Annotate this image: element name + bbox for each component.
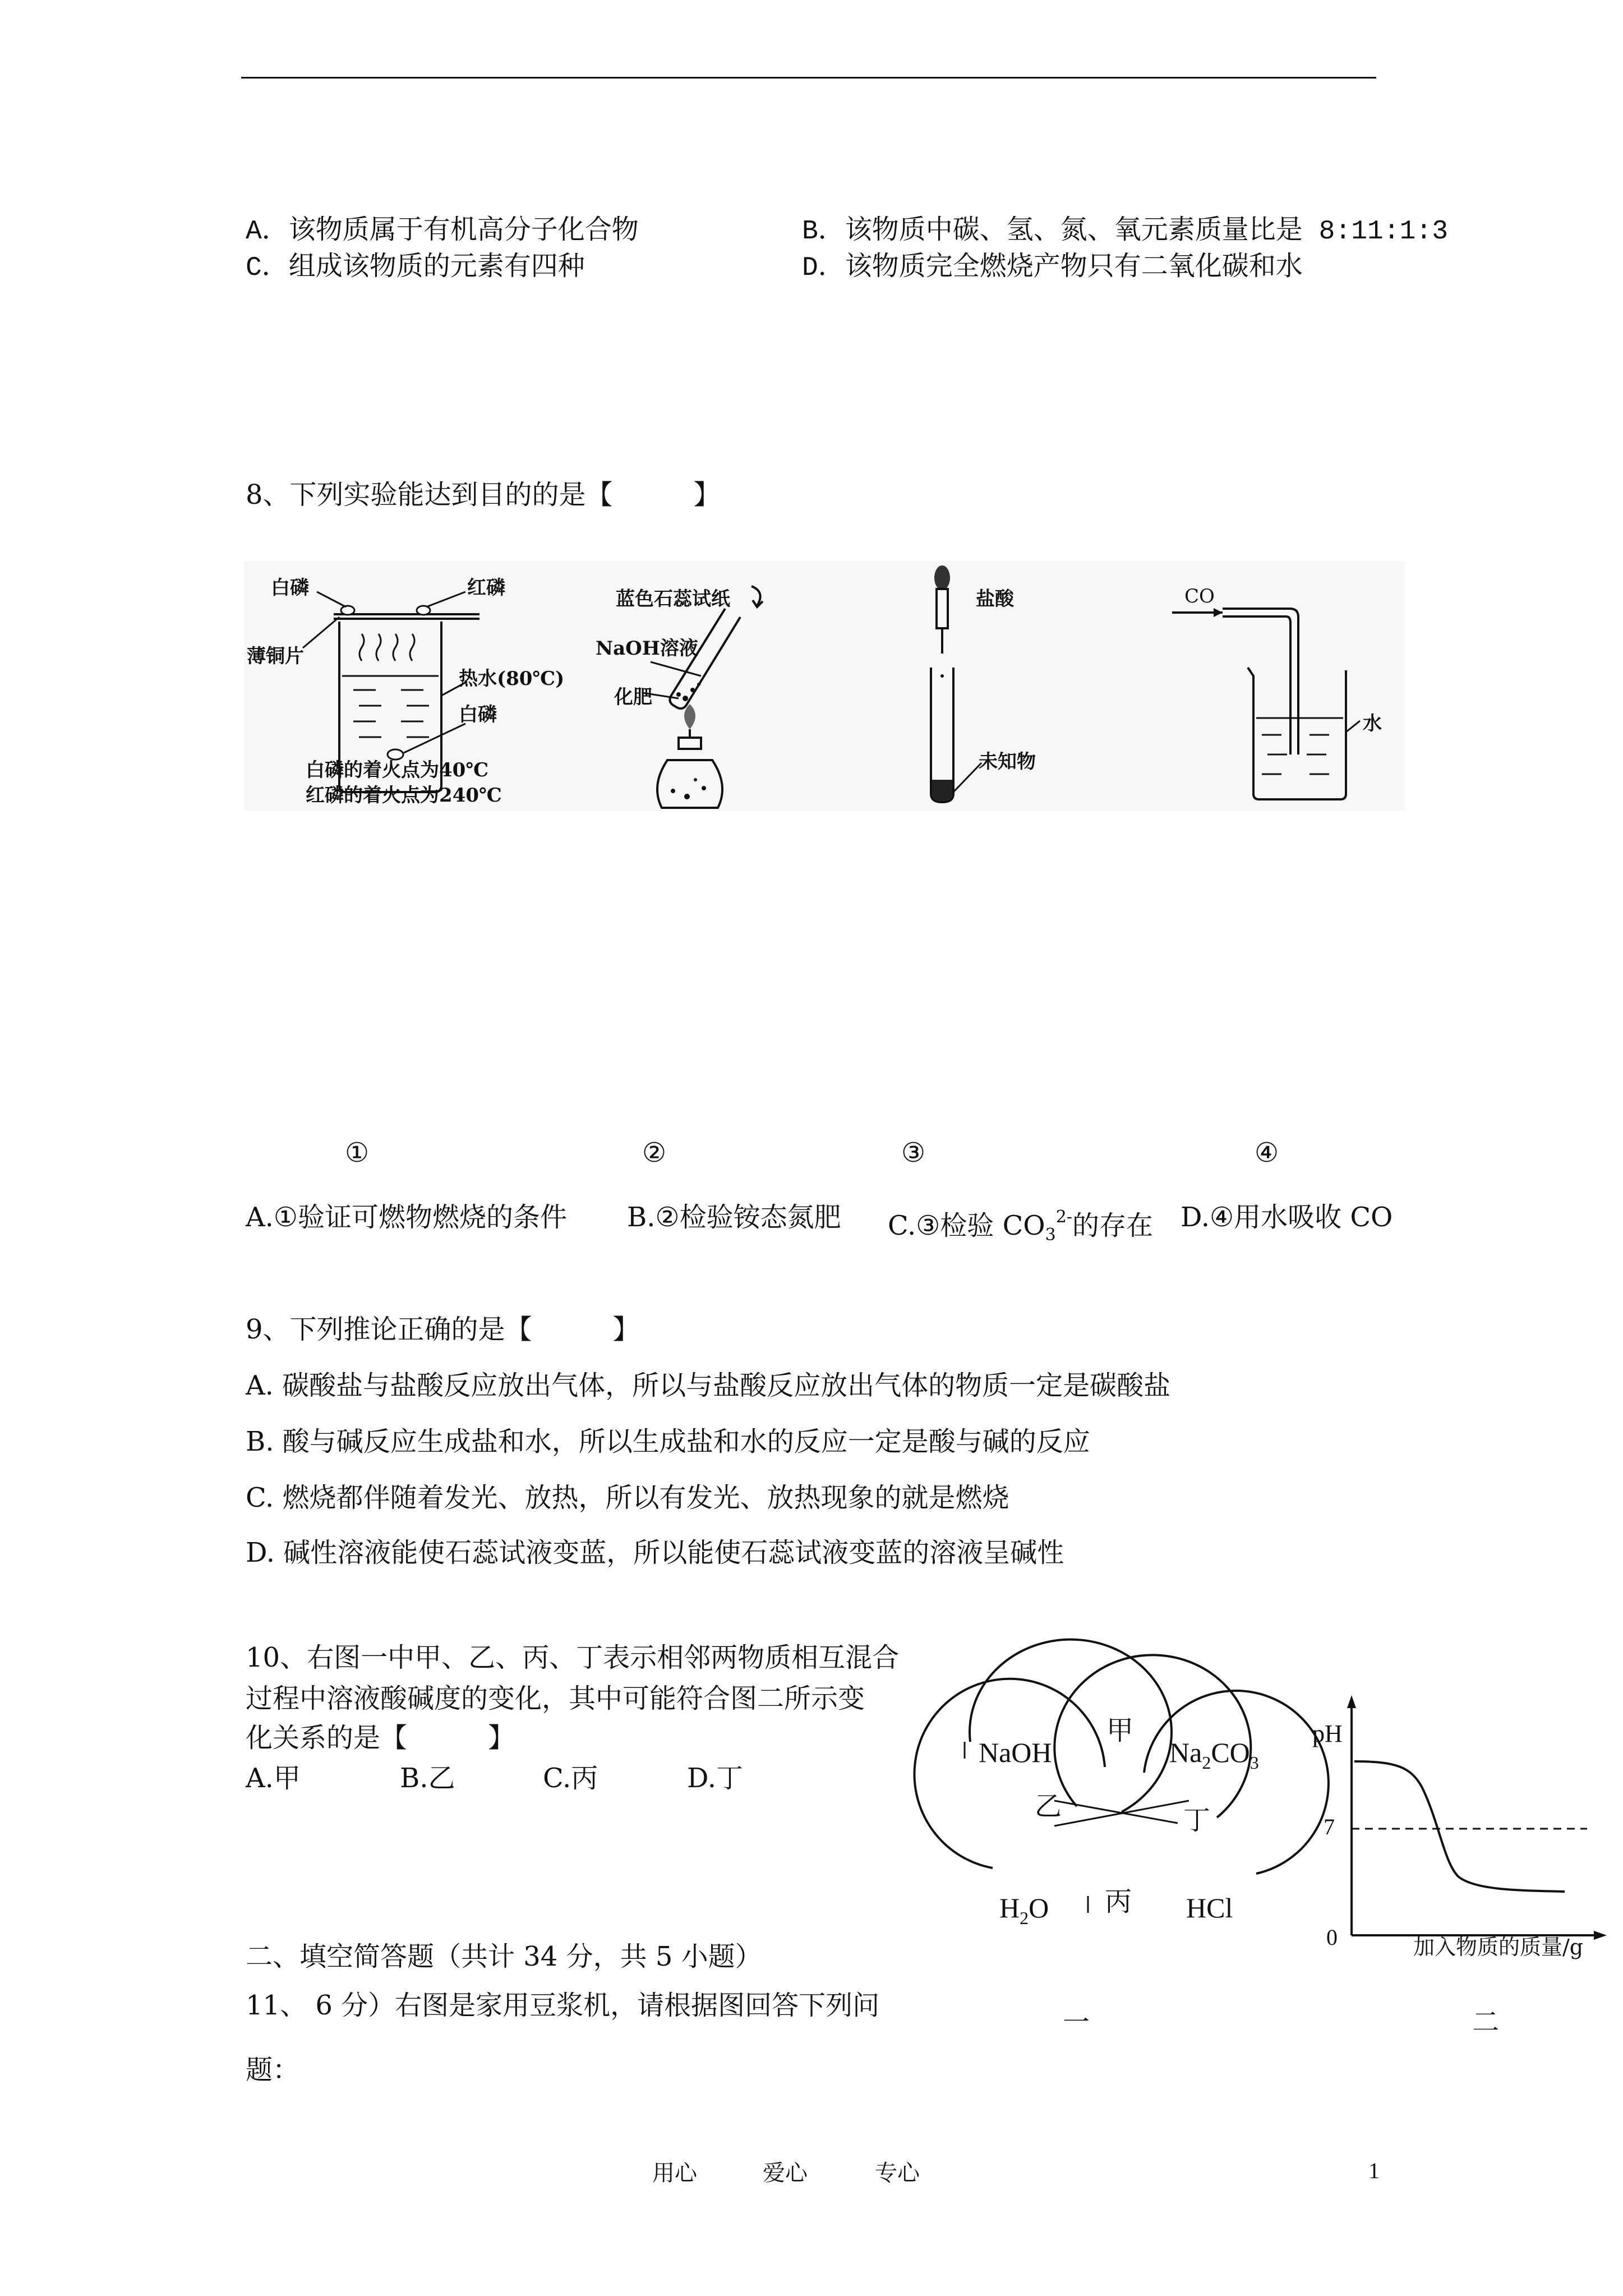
q8-option-a: A.①验证可燃物燃烧的条件 xyxy=(246,1202,567,1233)
q10-line-2: 过程中溶液酸碱度的变化，其中可能符合图二所示变 xyxy=(246,1683,865,1714)
page-number: 1 xyxy=(1368,2158,1380,2183)
venn-jia: 甲 xyxy=(1106,1715,1134,1746)
fig4-label-co: CO xyxy=(1184,585,1215,608)
q10-line-1: 10、右图一中甲、乙、丙、丁表示相邻两物质相互混合 xyxy=(246,1642,900,1673)
q10-line-3: 化关系的是【 】 xyxy=(246,1722,515,1754)
venn-na2co3: $Na_2CO_3$ xyxy=(1169,1737,1259,1773)
header-rule xyxy=(241,77,1376,79)
graph-seven: 7 xyxy=(1324,1814,1335,1839)
q8-stem: 8、下列实验能达到目的的是【 】 xyxy=(246,479,721,510)
footer-word-3: 专心 xyxy=(875,2160,920,2186)
q10-option-d: D.丁 xyxy=(687,1763,744,1794)
q7-option-c: C．组成该物质的元素有四种 xyxy=(246,253,585,283)
q8-option-c: C.③检验 $CO_3^{2-}$的存在 xyxy=(888,1207,1153,1245)
fig2-label-fertilizer: 化肥 xyxy=(614,686,652,708)
fig3-label-unknown: 未知物 xyxy=(979,751,1036,773)
fig1-label-red-p: 红磷 xyxy=(467,577,505,599)
q9-option-d: D. 碱性溶液能使石蕊试液变蓝，所以能使石蕊试液变蓝的溶液呈碱性 xyxy=(246,1537,1064,1568)
q8-option-d: D.④用水吸收 CO xyxy=(1181,1202,1393,1233)
q10-option-c: C.丙 xyxy=(543,1763,598,1794)
q8-label-2: ② xyxy=(642,1137,667,1168)
graph-caption: 二 xyxy=(1472,2007,1500,2038)
fig2-label-litmus: 蓝色石蕊试纸 xyxy=(616,588,730,610)
q7-option-b: B．该物质中碳、氢、氮、氧元素质量比是 8:11:1:3 xyxy=(802,217,1449,247)
venn-hcl: HCl xyxy=(1186,1892,1233,1924)
footer-word-2: 爱心 xyxy=(763,2160,808,2186)
q11-line-2: 题： xyxy=(246,2054,300,2086)
q8-option-b: B.②检验铵态氮肥 xyxy=(627,1202,841,1233)
fig1-label-copper: 薄铜片 xyxy=(247,645,304,668)
graph-ylabel: pH xyxy=(1312,1720,1343,1747)
section-2-heading: 二、填空简答题（共计 34 分，共 5 小题） xyxy=(246,1941,762,1972)
graph-zero: 0 xyxy=(1326,1925,1338,1950)
q8-label-3: ③ xyxy=(901,1137,926,1168)
venn-ding: 丁 xyxy=(1183,1805,1211,1836)
fig4-label-water: 水 xyxy=(1363,712,1382,735)
fig1-label-white-p: 白磷 xyxy=(271,577,309,599)
venn-bing: 丙 xyxy=(1105,1886,1132,1917)
fig2-label-naoh: NaOH溶液 xyxy=(596,637,698,660)
q9-option-b: B. 酸与碱反应生成盐和水，所以生成盐和水的反应一定是酸与碱的反应 xyxy=(246,1426,1090,1457)
fig3-label-hcl: 盐酸 xyxy=(976,588,1014,610)
q8-label-1: ① xyxy=(345,1137,370,1168)
q7-option-d: D．该物质完全燃烧产物只有二氧化碳和水 xyxy=(802,253,1303,283)
q10-figure-2-ph-graph xyxy=(1307,1688,1610,1952)
venn-yi: 乙 xyxy=(1035,1791,1062,1822)
q7-option-a: A．该物质属于有机高分子化合物 xyxy=(246,217,639,247)
q10-option-a: A.甲 xyxy=(246,1763,301,1794)
graph-xlabel: 加入物质的质量/g xyxy=(1413,1935,1584,1959)
fig1-label-hot-water: 热水(80℃) xyxy=(459,668,565,690)
q10-option-b: B.乙 xyxy=(400,1763,455,1794)
fig1-label-white-p-under: 白磷 xyxy=(459,703,497,726)
footer-word-1: 用心 xyxy=(652,2160,697,2186)
venn-h2o: $H_2O$ xyxy=(999,1892,1049,1928)
q9-option-c: C. 燃烧都伴随着发光、放热，所以有发光、放热现象的就是燃烧 xyxy=(246,1482,1009,1513)
venn-naoh: NaOH xyxy=(979,1737,1052,1768)
fig1-note-2: 红磷的着火点为240℃ xyxy=(306,784,502,807)
q11-line-1: 11、 6 分）右图是家用豆浆机，请根据图回答下列问 xyxy=(246,1990,880,2021)
fig1-note-1: 白磷的着火点为40℃ xyxy=(306,759,489,781)
q8-label-4: ④ xyxy=(1255,1137,1279,1168)
q9-option-a: A. 碳酸盐与盐酸反应放出气体，所以与盐酸反应放出气体的物质一定是碳酸盐 xyxy=(246,1370,1171,1401)
q9-stem: 9、下列推论正确的是【 】 xyxy=(246,1314,640,1345)
venn-caption: 一 xyxy=(1063,2007,1090,2038)
